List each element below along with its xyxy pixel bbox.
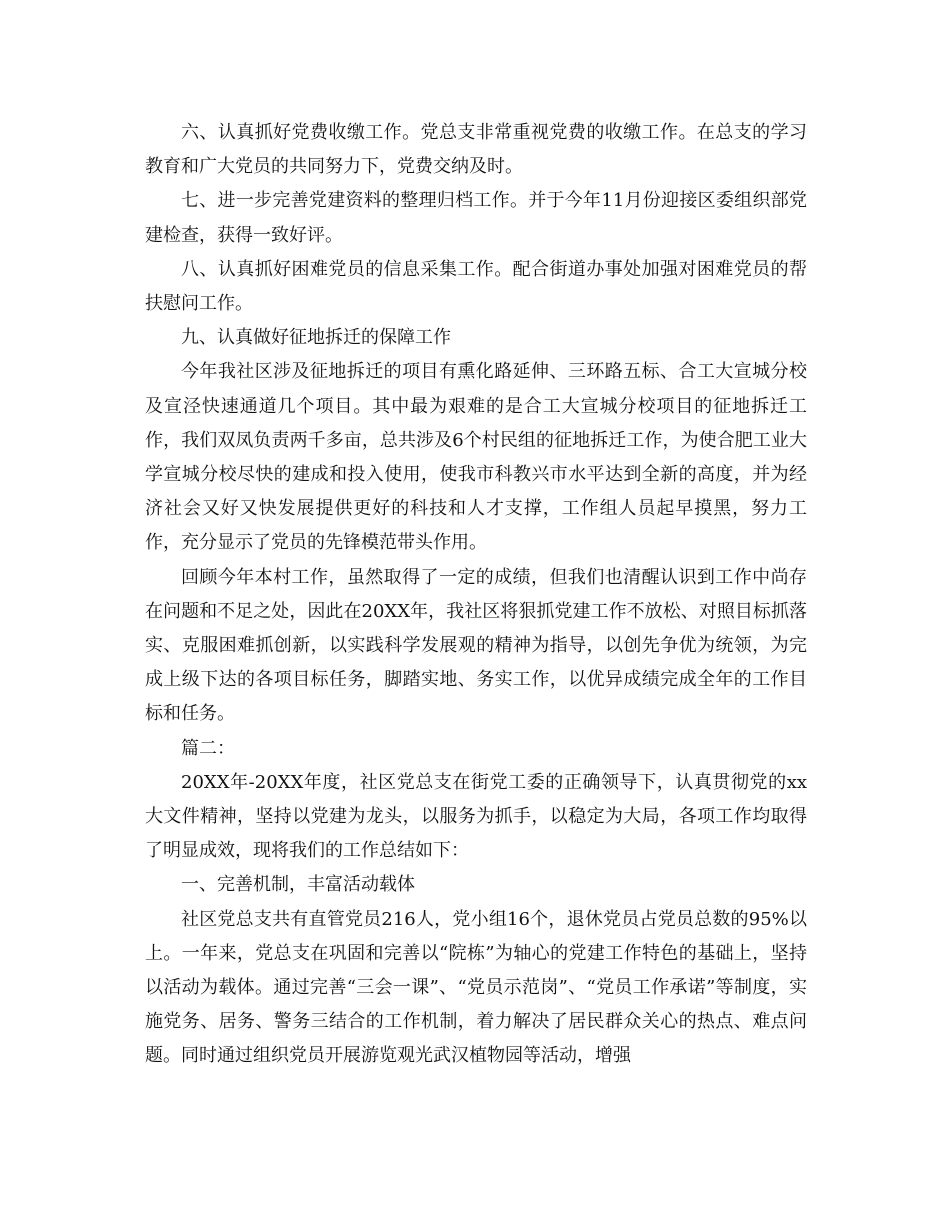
paragraph-mechanism-heading: 一、完善机制，丰富活动载体	[181, 874, 415, 896]
paragraph-land-projects: 今年我社区涉及征地拆迁的项目有熏化路延伸、三环路五标、合工大宣城分校及宣泾快速通道几个项目。其中最为艰难的是合工大宣城分校项目的征地拆迁工作，我们双凤负责两千多亩，总共涉及6个村民组的征地拆迁工作，为使合肥工业大学宣城分校尽快的建成和投入使用，使我市科教兴市水平达到全新的高度，并为经济社会又好又快发展提供更好的科技和人才支撑，工作组人员起早摸黑，努力工作，充分显示了党员的先锋模范带头作用。	[145, 361, 807, 554]
paragraph-archiving: 七、进一步完善党建资料的整理归档工作。并于今年11月份迎接区委组织部党建检查，获得一致好评。	[145, 190, 807, 246]
paragraph-needy-members: 八、认真抓好困难党员的信息采集工作。配合街道办事处加强对困难党员的帮扶慰问工作。	[145, 258, 807, 315]
section-heading-part-two: 篇二：	[181, 737, 235, 759]
document-body	[145, 116, 807, 1074]
paragraph-review: 回顾今年本村工作，虽然取得了一定的成绩，但我们也清醒认识到工作中尚存在问题和不足之处，因此在20XX年，我社区将狠抓党建工作不放松、对照目标抓落实、克服困难抓创新，以实践科学发展观的精神为指导，以创先争优为统领，为完成上级下达的各项目标任务，脚踏实地、务实工作，以优异成绩完成全年的工作目标和任务。	[145, 566, 807, 725]
paragraph-members-activities: 社区党总支共有直管党员216人，党小组16个，退休党员占党员总数的95%以上。一年来，党总支在巩固和完善以“院栋”为轴心的党建工作特色的基础上，坚持以活动为载体。通过完善“三会一课”、“党员示范岗”、“党员工作承诺”等制度，实施党务、居务、警务三结合的工作机制，着力解决了居民群众关心的热点、难点问题。同时通过组织党员开展游览观光武汉植物园等活动，增强	[145, 908, 807, 1067]
paragraph-land-heading: 九、认真做好征地拆迁的保障工作	[181, 327, 451, 349]
paragraph-party-fee: 六、认真抓好党费收缴工作。党总支非常重视党费的收缴工作。在总支的学习教育和广大党员的共同努力下，党费交纳及时。	[145, 122, 807, 178]
paragraph-annual-intro: 20XX年-20XX年度，社区党总支在街党工委的正确领导下，认真贯彻党的xx大文件精神，坚持以党建为龙头，以服务为抓手，以稳定为大局，各项工作均取得了明显成效，现将我们的工作总结如下：	[145, 771, 807, 862]
